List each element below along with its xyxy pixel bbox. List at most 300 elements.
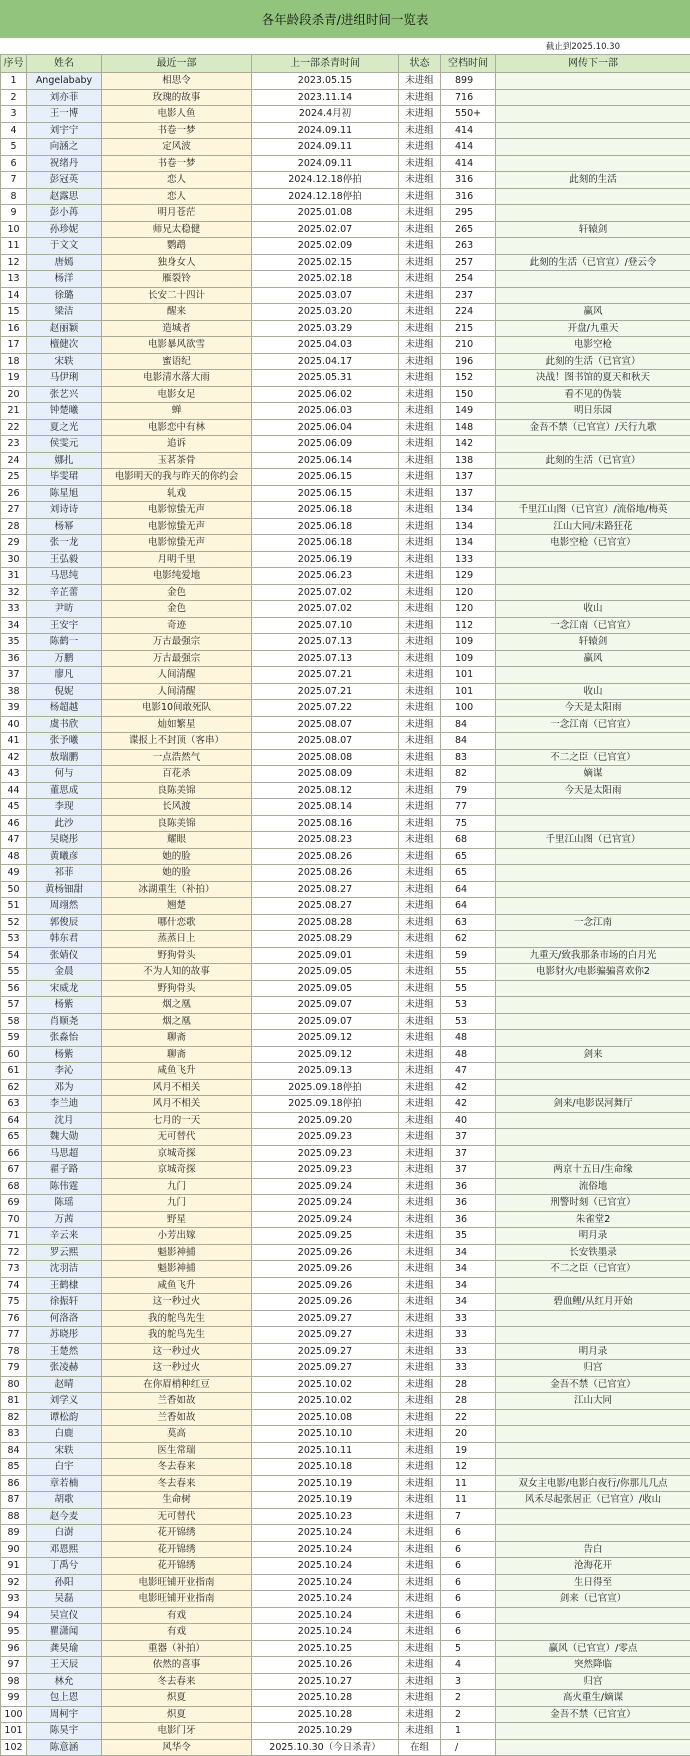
row-next-rumor: 江山大同/末路狂花	[496, 518, 690, 535]
row-latest-work: 炽夏	[102, 1690, 252, 1707]
row-name: 檀健次	[27, 337, 102, 354]
row-latest-work: 聊斋	[102, 1030, 252, 1047]
row-status: 未进组	[399, 238, 441, 255]
row-name: 董思成	[27, 782, 102, 799]
row-index: 36	[1, 650, 27, 667]
row-next-rumor: 金吾不禁（已官宣）/天行九歌	[496, 419, 690, 436]
row-name: 廖凡	[27, 667, 102, 684]
row-next-rumor: 电影空枪	[496, 337, 690, 354]
row-latest-work: 电影惊蛰无声	[102, 535, 252, 552]
row-wrap-time: 2025.06.15	[252, 469, 399, 486]
table-row	[1, 683, 690, 700]
row-latest-work: 鹦鹉	[102, 238, 252, 255]
row-latest-work: 师兄太稳健	[102, 221, 252, 238]
row-status: 未进组	[399, 1162, 441, 1179]
table-row	[1, 172, 690, 189]
row-next-rumor: 双女主电影/电影白夜行/你那儿几点	[496, 1475, 690, 1492]
row-next-rumor	[496, 898, 690, 915]
row-gap: 37	[441, 1129, 496, 1146]
row-index: 12	[1, 254, 27, 271]
row-latest-work: 金色	[102, 601, 252, 618]
table-row	[1, 254, 690, 271]
row-wrap-time: 2024.12.18停拍	[252, 188, 399, 205]
row-wrap-time: 2025.09.27	[252, 1360, 399, 1377]
row-index: 22	[1, 419, 27, 436]
row-name: 韩东君	[27, 931, 102, 948]
row-latest-work: 人间清醒	[102, 667, 252, 684]
row-status: 未进组	[399, 1030, 441, 1047]
table-row	[1, 205, 690, 222]
table-row	[1, 320, 690, 337]
row-name: 于文文	[27, 238, 102, 255]
row-name: 彭冠英	[27, 172, 102, 189]
row-latest-work: 京城奇探	[102, 1162, 252, 1179]
row-next-rumor: 此刻的生活（已官宣）/登云令	[496, 254, 690, 271]
header-index: 序号	[1, 55, 27, 73]
table-row	[1, 914, 690, 931]
row-index: 69	[1, 1195, 27, 1212]
row-name: 毕雯珺	[27, 469, 102, 486]
table-row	[1, 1112, 690, 1129]
row-status: 未进组	[399, 353, 441, 370]
row-status: 未进组	[399, 584, 441, 601]
row-wrap-time: 2025.08.08	[252, 749, 399, 766]
row-wrap-time: 2025.07.13	[252, 634, 399, 651]
row-wrap-time: 2025.10.19	[252, 1475, 399, 1492]
row-next-rumor	[496, 997, 690, 1014]
row-next-rumor: 明日乐园	[496, 403, 690, 420]
row-gap: 6	[441, 1624, 496, 1641]
row-name: 金晨	[27, 964, 102, 981]
row-index: 52	[1, 914, 27, 931]
row-latest-work: 九门	[102, 1195, 252, 1212]
row-latest-work: 她的脸	[102, 865, 252, 882]
row-latest-work: 一点浩然气	[102, 749, 252, 766]
row-gap: 129	[441, 568, 496, 585]
row-index: 28	[1, 518, 27, 535]
row-gap: 53	[441, 997, 496, 1014]
row-next-rumor	[496, 881, 690, 898]
row-latest-work: 花开锦绣	[102, 1525, 252, 1542]
row-next-rumor: 告白	[496, 1541, 690, 1558]
row-status: 未进组	[399, 947, 441, 964]
row-status: 未进组	[399, 205, 441, 222]
row-gap: 22	[441, 1409, 496, 1426]
row-next-rumor: 高火重生/嫡谋	[496, 1690, 690, 1707]
row-wrap-time: 2025.10.24	[252, 1558, 399, 1575]
table-row	[1, 1574, 690, 1591]
table-row	[1, 617, 690, 634]
row-next-rumor	[496, 815, 690, 832]
row-index: 27	[1, 502, 27, 519]
row-next-rumor	[496, 1426, 690, 1443]
row-next-rumor: 嫡谋	[496, 766, 690, 783]
row-gap: 716	[441, 89, 496, 106]
row-next-rumor: 江山大同	[496, 1393, 690, 1410]
row-status: 未进组	[399, 650, 441, 667]
row-next-rumor	[496, 865, 690, 882]
row-index: 91	[1, 1558, 27, 1575]
row-name: 赵露思	[27, 188, 102, 205]
row-status: 未进组	[399, 1310, 441, 1327]
row-wrap-time: 2025.06.18	[252, 502, 399, 519]
row-wrap-time: 2025.06.23	[252, 568, 399, 585]
row-gap: 20	[441, 1426, 496, 1443]
row-index: 59	[1, 1030, 27, 1047]
row-latest-work: 这一秒过火	[102, 1343, 252, 1360]
row-index: 34	[1, 617, 27, 634]
row-latest-work: 电影旺铺开业指南	[102, 1574, 252, 1591]
row-status: 未进组	[399, 337, 441, 354]
row-name: 宋威龙	[27, 980, 102, 997]
row-next-rumor	[496, 1129, 690, 1146]
row-index: 58	[1, 1013, 27, 1030]
table-row	[1, 1673, 690, 1690]
row-next-rumor: 电影豺火/电影骗骗喜欢你2	[496, 964, 690, 981]
row-wrap-time: 2025.09.13	[252, 1063, 399, 1080]
row-latest-work: 电影惊蛰无声	[102, 502, 252, 519]
table-row	[1, 601, 690, 618]
row-next-rumor	[496, 155, 690, 172]
row-next-rumor	[496, 1459, 690, 1476]
row-index: 65	[1, 1129, 27, 1146]
row-name: 王鹤棣	[27, 1277, 102, 1294]
header-wrap-time: 上一部杀青时间	[252, 55, 399, 73]
row-status: 未进组	[399, 749, 441, 766]
row-status: 未进组	[399, 221, 441, 238]
row-next-rumor: 两京十五日/生命缘	[496, 1162, 690, 1179]
row-latest-work: 电影明天的我与昨天的你约会	[102, 469, 252, 486]
row-next-rumor: 金吾不禁（已官宣）	[496, 1706, 690, 1723]
row-index: 9	[1, 205, 27, 222]
row-index: 57	[1, 997, 27, 1014]
row-name: 陈意涵	[27, 1739, 102, 1756]
row-latest-work: 咸鱼飞升	[102, 1063, 252, 1080]
row-status: 未进组	[399, 139, 441, 156]
row-index: 85	[1, 1459, 27, 1476]
row-name: 张予曦	[27, 733, 102, 750]
row-index: 90	[1, 1541, 27, 1558]
row-next-rumor	[496, 1013, 690, 1030]
row-gap: 63	[441, 914, 496, 931]
row-index: 67	[1, 1162, 27, 1179]
row-status: 未进组	[399, 551, 441, 568]
row-wrap-time: 2025.08.16	[252, 815, 399, 832]
row-latest-work: 电影女足	[102, 386, 252, 403]
row-status: 未进组	[399, 485, 441, 502]
row-status: 未进组	[399, 1112, 441, 1129]
row-index: 79	[1, 1360, 27, 1377]
row-next-rumor	[496, 848, 690, 865]
table-row	[1, 1343, 690, 1360]
row-status: 未进组	[399, 155, 441, 172]
table-row	[1, 1145, 690, 1162]
row-latest-work: 蒸蒸日上	[102, 931, 252, 948]
row-index: 33	[1, 601, 27, 618]
row-wrap-time: 2024.09.11	[252, 139, 399, 156]
row-index: 2	[1, 89, 27, 106]
table-row	[1, 799, 690, 816]
row-status: 未进组	[399, 1492, 441, 1509]
row-wrap-time: 2025.09.12	[252, 1046, 399, 1063]
row-wrap-time: 2025.10.28	[252, 1706, 399, 1723]
row-status: 未进组	[399, 700, 441, 717]
table-row	[1, 1228, 690, 1245]
row-gap: 899	[441, 73, 496, 90]
row-next-rumor: 今天是太阳雨	[496, 700, 690, 717]
row-name: 刘学义	[27, 1393, 102, 1410]
row-wrap-time: 2025.09.07	[252, 1013, 399, 1030]
row-index: 5	[1, 139, 27, 156]
row-wrap-time: 2025.09.23	[252, 1162, 399, 1179]
row-name: 万茜	[27, 1211, 102, 1228]
table-row	[1, 1624, 690, 1641]
row-next-rumor	[496, 1079, 690, 1096]
row-wrap-time: 2025.08.29	[252, 931, 399, 948]
row-wrap-time: 2025.09.24	[252, 1195, 399, 1212]
row-gap: 142	[441, 436, 496, 453]
row-status: 未进组	[399, 370, 441, 387]
row-status: 未进组	[399, 815, 441, 832]
row-latest-work: 百花杀	[102, 766, 252, 783]
row-wrap-time: 2025.09.25	[252, 1228, 399, 1245]
row-wrap-time: 2025.10.24	[252, 1624, 399, 1641]
row-name: 杨幂	[27, 518, 102, 535]
row-gap: 7	[441, 1508, 496, 1525]
row-next-rumor: 此刻的生活	[496, 172, 690, 189]
row-wrap-time: 2025.03.29	[252, 320, 399, 337]
row-gap: 149	[441, 403, 496, 420]
row-latest-work: 蜜语纪	[102, 353, 252, 370]
table-row	[1, 287, 690, 304]
row-index: 47	[1, 832, 27, 849]
row-name: 张艺兴	[27, 386, 102, 403]
row-latest-work: 明月苍茫	[102, 205, 252, 222]
row-latest-work: 电影旺铺开业指南	[102, 1591, 252, 1608]
row-wrap-time: 2024.09.11	[252, 155, 399, 172]
schedule-table	[0, 54, 690, 1756]
row-next-rumor: 突然降临	[496, 1657, 690, 1674]
table-row	[1, 584, 690, 601]
row-name: 杨紫	[27, 1046, 102, 1063]
row-status: 未进组	[399, 535, 441, 552]
row-gap: 6	[441, 1541, 496, 1558]
table-row	[1, 1558, 690, 1575]
row-gap: 84	[441, 733, 496, 750]
row-gap: 65	[441, 848, 496, 865]
row-gap: 83	[441, 749, 496, 766]
row-status: 未进组	[399, 1079, 441, 1096]
row-latest-work: 生命树	[102, 1492, 252, 1509]
row-latest-work: 电影10间敢死队	[102, 700, 252, 717]
row-next-rumor	[496, 1310, 690, 1327]
row-wrap-time: 2025.10.24	[252, 1591, 399, 1608]
row-name: 白鹿	[27, 1426, 102, 1443]
row-index: 25	[1, 469, 27, 486]
row-next-rumor: 赢风	[496, 650, 690, 667]
row-next-rumor: 不二之臣（已官宣）	[496, 1261, 690, 1278]
row-latest-work: 人间清醒	[102, 683, 252, 700]
row-gap: 53	[441, 1013, 496, 1030]
row-next-rumor: 一念江南（已官宣）	[496, 617, 690, 634]
row-index: 16	[1, 320, 27, 337]
header-next-rumor: 网传下一部	[496, 55, 690, 73]
row-latest-work: 相思令	[102, 73, 252, 90]
row-latest-work: 依然的喜事	[102, 1657, 252, 1674]
row-latest-work: 灿如繁星	[102, 716, 252, 733]
row-gap: 62	[441, 931, 496, 948]
row-wrap-time: 2025.06.19	[252, 551, 399, 568]
table-row	[1, 1723, 690, 1740]
row-name: 魏大勋	[27, 1129, 102, 1146]
row-latest-work: 不为人知的故事	[102, 964, 252, 981]
row-wrap-time: 2025.06.18	[252, 518, 399, 535]
row-status: 未进组	[399, 172, 441, 189]
row-name: 王安宇	[27, 617, 102, 634]
row-gap: 1	[441, 1723, 496, 1740]
row-status: 未进组	[399, 1013, 441, 1030]
table-row	[1, 997, 690, 1014]
row-name: 陈瑶	[27, 1195, 102, 1212]
row-index: 41	[1, 733, 27, 750]
row-index: 94	[1, 1607, 27, 1624]
row-name: 李沁	[27, 1063, 102, 1080]
row-index: 100	[1, 1706, 27, 1723]
row-name: 夏之光	[27, 419, 102, 436]
row-gap: 33	[441, 1327, 496, 1344]
row-status: 未进组	[399, 601, 441, 618]
row-status: 未进组	[399, 271, 441, 288]
row-next-rumor: 轩辕剑	[496, 221, 690, 238]
row-status: 未进组	[399, 1624, 441, 1641]
row-name: 马伊琍	[27, 370, 102, 387]
row-latest-work: 奇迹	[102, 617, 252, 634]
row-next-rumor	[496, 73, 690, 90]
row-gap: 79	[441, 782, 496, 799]
table-row	[1, 1195, 690, 1212]
table-row	[1, 1079, 690, 1096]
row-latest-work: 魁影神捕	[102, 1261, 252, 1278]
row-next-rumor: 生日得至	[496, 1574, 690, 1591]
row-next-rumor: 沧海花开	[496, 1558, 690, 1575]
row-name: 罗云熙	[27, 1244, 102, 1261]
row-latest-work: 她的脸	[102, 848, 252, 865]
row-next-rumor	[496, 1145, 690, 1162]
row-gap: 48	[441, 1030, 496, 1047]
table-row	[1, 1508, 690, 1525]
row-gap: 112	[441, 617, 496, 634]
row-index: 73	[1, 1261, 27, 1278]
row-next-rumor	[496, 1063, 690, 1080]
row-index: 1	[1, 73, 27, 90]
row-wrap-time: 2025.09.01	[252, 947, 399, 964]
row-status: 未进组	[399, 1376, 441, 1393]
row-next-rumor	[496, 436, 690, 453]
table-row	[1, 370, 690, 387]
table-row	[1, 238, 690, 255]
row-next-rumor	[496, 485, 690, 502]
row-index: 38	[1, 683, 27, 700]
row-index: 83	[1, 1426, 27, 1443]
row-latest-work: 耀眼	[102, 832, 252, 849]
row-name: 马思超	[27, 1145, 102, 1162]
row-latest-work: 恋人	[102, 188, 252, 205]
row-gap: 150	[441, 386, 496, 403]
table-row	[1, 848, 690, 865]
row-status: 未进组	[399, 980, 441, 997]
row-next-rumor	[496, 1739, 690, 1756]
row-name: 章若楠	[27, 1475, 102, 1492]
table-row	[1, 634, 690, 651]
row-status: 未进组	[399, 881, 441, 898]
table-row	[1, 1376, 690, 1393]
table-row	[1, 1013, 690, 1030]
row-status: 未进组	[399, 1475, 441, 1492]
header-row	[1, 55, 690, 73]
row-index: 19	[1, 370, 27, 387]
row-index: 77	[1, 1327, 27, 1344]
row-name: 张凌赫	[27, 1360, 102, 1377]
row-status: 未进组	[399, 1195, 441, 1212]
row-latest-work: 追诉	[102, 436, 252, 453]
row-wrap-time: 2025.07.13	[252, 650, 399, 667]
table-row	[1, 188, 690, 205]
row-status: 未进组	[399, 419, 441, 436]
row-index: 14	[1, 287, 27, 304]
row-latest-work: 野狗骨头	[102, 947, 252, 964]
row-next-rumor: 收山	[496, 601, 690, 618]
row-gap: 2	[441, 1690, 496, 1707]
row-next-rumor	[496, 799, 690, 816]
row-status: 未进组	[399, 617, 441, 634]
row-status: 未进组	[399, 469, 441, 486]
row-status: 未进组	[399, 848, 441, 865]
row-latest-work: 我的鸵鸟先生	[102, 1327, 252, 1344]
row-wrap-time: 2025.10.24	[252, 1525, 399, 1542]
row-gap: 55	[441, 980, 496, 997]
row-status: 未进组	[399, 1327, 441, 1344]
row-index: 46	[1, 815, 27, 832]
row-next-rumor: 轩辕剑	[496, 634, 690, 651]
row-latest-work: 冬去春来	[102, 1475, 252, 1492]
row-status: 未进组	[399, 106, 441, 123]
row-index: 54	[1, 947, 27, 964]
row-wrap-time: 2025.08.07	[252, 733, 399, 750]
row-latest-work: 电影人鱼	[102, 106, 252, 123]
row-status: 未进组	[399, 1723, 441, 1740]
table-row	[1, 1294, 690, 1311]
row-gap: 19	[441, 1442, 496, 1459]
row-status: 在组	[399, 1739, 441, 1756]
row-wrap-time: 2025.07.21	[252, 667, 399, 684]
row-status: 未进组	[399, 1558, 441, 1575]
row-wrap-time: 2025.10.08	[252, 1409, 399, 1426]
row-name: 黄杨钿甜	[27, 881, 102, 898]
row-index: 43	[1, 766, 27, 783]
table-row	[1, 1261, 690, 1278]
row-latest-work: 玉茗茶骨	[102, 452, 252, 469]
row-gap: 42	[441, 1096, 496, 1113]
row-latest-work: 电影恋中有林	[102, 419, 252, 436]
row-wrap-time: 2025.10.24	[252, 1541, 399, 1558]
row-next-rumor: 明月录	[496, 1228, 690, 1245]
row-gap: 37	[441, 1145, 496, 1162]
row-wrap-time: 2025.06.18	[252, 535, 399, 552]
row-name: 郭俊辰	[27, 914, 102, 931]
row-gap: 48	[441, 1046, 496, 1063]
row-status: 未进组	[399, 89, 441, 106]
row-gap: 215	[441, 320, 496, 337]
